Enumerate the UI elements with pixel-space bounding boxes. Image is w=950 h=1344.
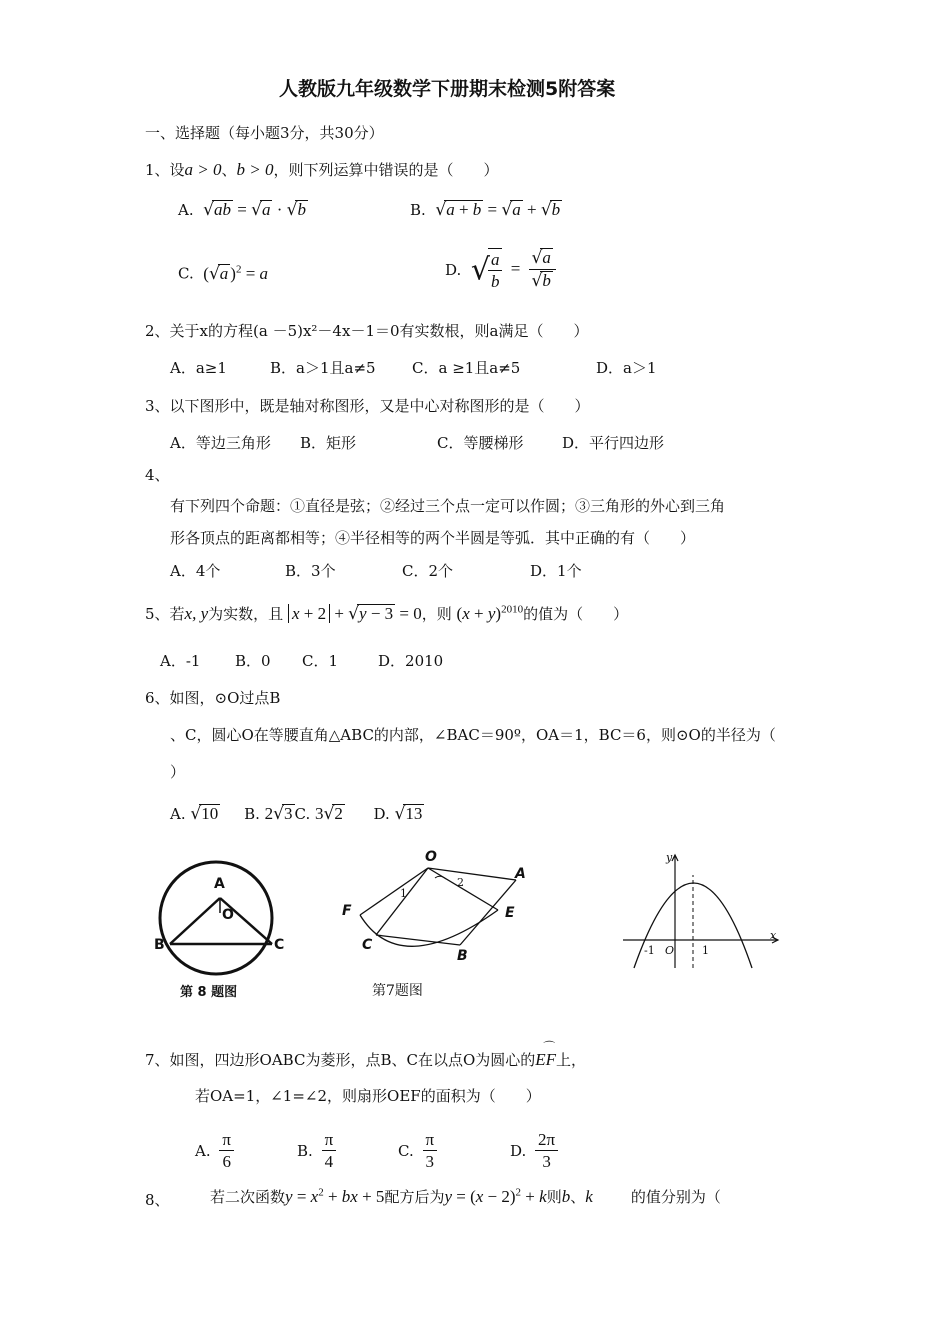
question-6-line-2: 、C，圆心O在等腰直角△ABC的内部，∠BAC＝90º，OA＝1，BC＝6，则⊙O的半径为（ [170,726,776,744]
question-6-line-3: ） [170,763,186,781]
question-2-stem: 2、关于x的方程(a －5)x²－4x－1＝0有实数根，则a满足（ ） [145,322,589,340]
fig7-angle-2: 2 [457,876,464,889]
fig8-label-b: B [154,937,165,953]
fig7-label-c: C [362,937,373,953]
question-3-option-d: D．平行四边形 [562,434,665,452]
question-5-option-a: A．-1 [160,652,201,670]
fig7-label-o: O [425,849,437,865]
figure-8-circle [150,855,290,985]
question-4-option-b: B．3个 [285,562,336,580]
question-5-option-d: D．2010 [378,652,444,670]
question-7-option-d: D. $\frac{2\pi}{3}$ [510,1129,562,1173]
parabola-label-minus-1: -1 [644,944,655,957]
parabola-label-x: x [770,929,777,942]
question-7-option-c: C. $\frac{\pi}{3}$ [398,1129,441,1173]
fig7-label-e: E [505,905,515,921]
question-8-number: 8、 [145,1191,170,1209]
question-2-option-a: A．a≥1 [170,359,227,377]
parabola-label-y: y [666,851,673,864]
question-1-stem: 1、设a > 0、b > 0，则下列运算中错误的是（ ） [145,160,499,179]
question-6-line-1: 6、如图，⊙O过点B [145,689,281,707]
question-2-option-c: C．a ≥1且a≠5 [412,359,521,377]
fig7-angle-1: 1 [400,887,407,900]
fig8-label-c: C [274,937,285,953]
question-7-line-2: 若OA=1，∠1=∠2，则扇形OEF的面积为（ ） [195,1087,541,1105]
page-title: 人教版九年级数学下册期末检测5附答案 [279,78,616,100]
question-6-options: A. √10 B. 2√3 C. 3√2 D. √13 [170,804,423,824]
question-4-option-d: D．1个 [530,562,582,580]
question-4-number: 4、 [145,466,170,484]
figure-parabola [618,850,783,975]
question-2-option-b: B．a＞1且a≠5 [270,359,376,377]
question-7-option-a: A. $\frac{\pi}{6}$ [195,1129,238,1173]
question-4-option-c: C．2个 [402,562,454,580]
fig8-label-o: O [222,907,234,923]
question-2-option-d: D．a＞1 [596,359,657,377]
question-4-line-1: 有下列四个命题：①直径是弦；②经过三个点一定可以作圆；③三角形的外心到三角 [170,497,726,515]
question-8-stem: 若二次函数$y = x^2$ + bx + 5配方后为$y = (x - 2)^2 + k$则b、k 的值分别为（ [210,1186,721,1206]
parabola-label-1: 1 [702,944,709,957]
question-3-option-a: A．等边三角形 [170,434,271,452]
fig7-caption: 第7题图 [372,983,423,999]
section-heading: 一、选择题（每小题3分，共30分） [145,124,384,142]
fig7-label-f: F [342,903,352,919]
fig7-label-b: B [457,948,468,964]
question-4-line-2: 形各顶点的距离都相等；④半径相等的两个半圆是等弧．其中正确的有（ ） [170,529,696,547]
question-5-option-c: C．1 [302,652,339,670]
question-5-stem: 5、若x, y为实数，且 x + 2 + √y − 3 = 0，则 $(x + y)^{2010}$的值为（ ） [145,603,629,624]
question-4-option-a: A．4个 [170,562,221,580]
question-7-line-1: 7、如图，四边形OABC为菱形，点B、C在以点O为圆心的 ⌒ EF上， [145,1040,587,1069]
question-3-option-c: C．等腰梯形 [437,434,524,452]
question-7-option-b: B. $\frac{\pi}{4}$ [297,1129,340,1173]
question-1-option-d: D. √ $\frac{a}{b}$ = $\frac{√a}{√b}$ [445,247,560,293]
question-3-stem: 3、以下图形中，既是轴对称图形，又是中心对称图形的是（ ） [145,397,590,415]
question-1-option-a: A. √ab = √a · √b [178,200,306,220]
fig8-caption: 第 8 题图 [180,985,238,1000]
question-3-option-b: B．矩形 [300,434,357,452]
question-1-option-b: B. √a + b = √a + √b [410,200,561,220]
fig7-label-a: A [515,866,526,882]
parabola-label-o: O [665,944,675,957]
fig8-label-a: A [214,876,225,892]
question-1-option-c: C. (√a )$^2$ = a [178,263,269,284]
question-5-option-b: B．0 [235,652,271,670]
